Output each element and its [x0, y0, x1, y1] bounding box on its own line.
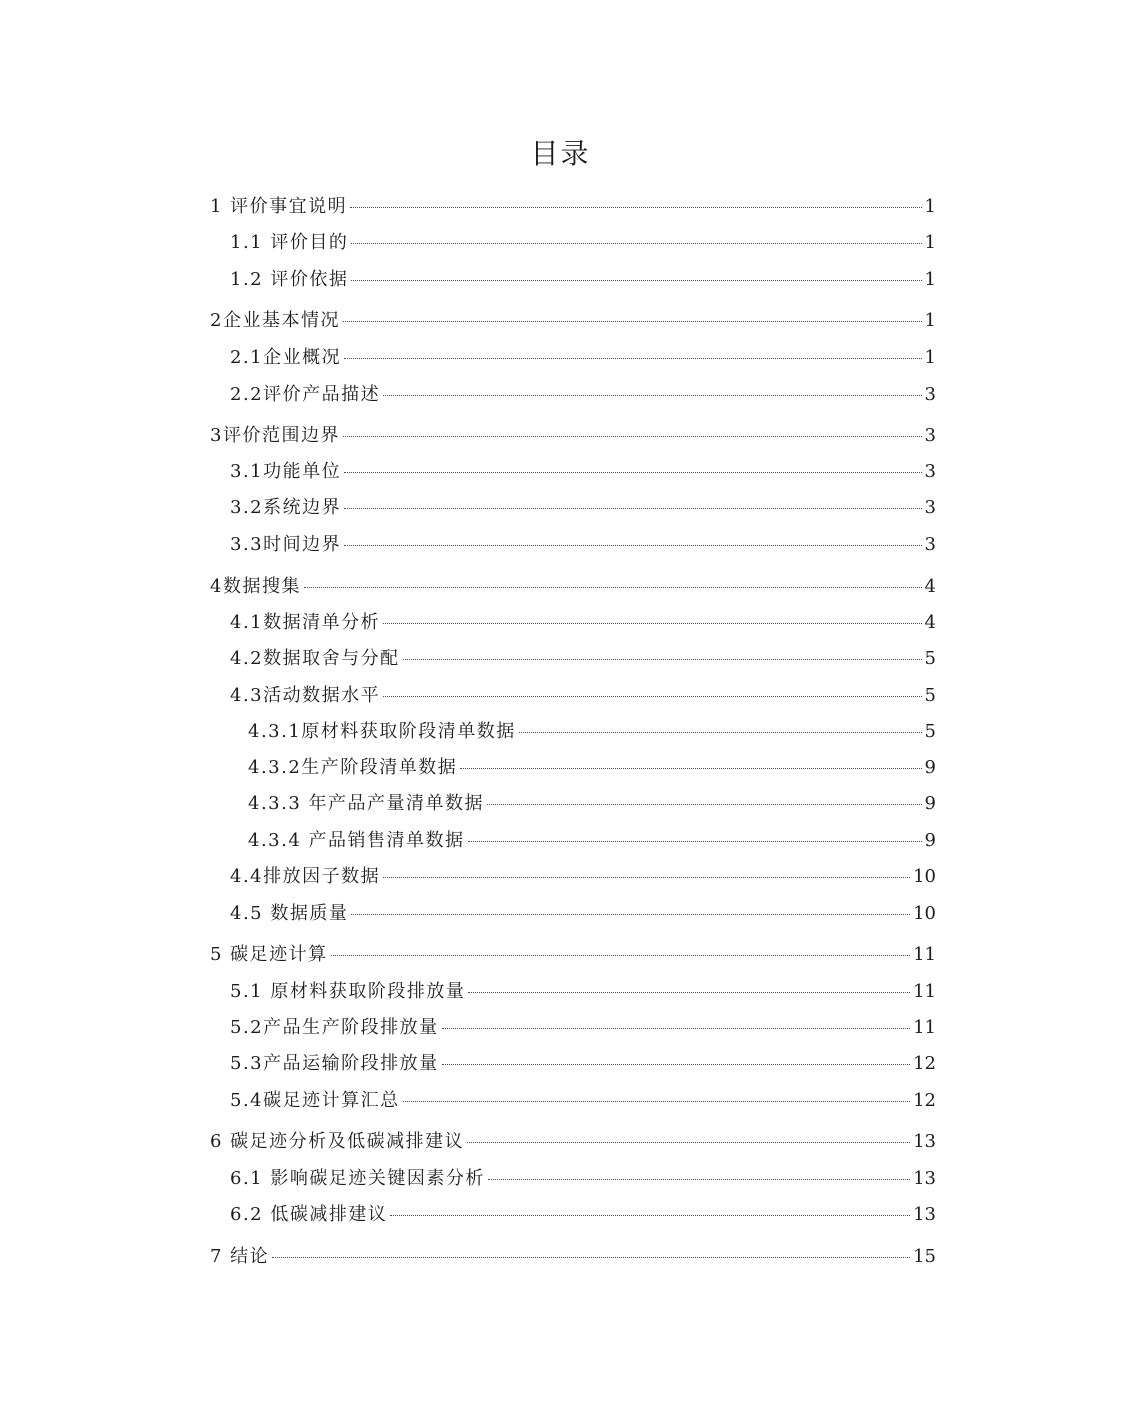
- toc-entry-page-number: 3: [924, 497, 936, 518]
- toc-dot-leader: [383, 622, 921, 624]
- toc-entry-label: 3.2系统边界: [230, 497, 342, 518]
- toc-entry-page-number: 3: [924, 534, 936, 555]
- toc-dot-leader: [344, 471, 921, 473]
- toc-entry[interactable]: [210, 306, 936, 336]
- toc-entry-label: 3.3时间边界: [230, 534, 342, 555]
- toc-entry-page-number: 12: [913, 1053, 936, 1074]
- toc-entry-label: 5 碳足迹计算: [210, 944, 328, 965]
- toc-dot-leader: [351, 913, 910, 915]
- toc-dot-leader: [331, 954, 910, 956]
- toc-entry-label: 5.4碳足迹计算汇总: [230, 1090, 400, 1111]
- toc-entry[interactable]: [210, 717, 936, 747]
- toc-entry-page-number: 13: [913, 1204, 936, 1225]
- toc-entry-page-number: 10: [913, 903, 936, 924]
- toc-entry[interactable]: [210, 1127, 936, 1157]
- toc-dot-leader: [519, 731, 922, 733]
- toc-entry[interactable]: [210, 977, 936, 1007]
- toc-entry[interactable]: [210, 789, 936, 819]
- toc-entry[interactable]: [210, 826, 936, 856]
- toc-dot-leader: [383, 876, 910, 878]
- toc-entry-label: 3.1功能单位: [230, 461, 342, 482]
- toc-entry-page-number: 11: [913, 981, 936, 1002]
- toc-dot-leader: [442, 1063, 910, 1065]
- toc-entry-page-number: 3: [924, 425, 936, 446]
- toc-entry-page-number: 4: [924, 612, 936, 633]
- toc-title: 目录: [530, 137, 591, 170]
- toc-entry-label: 4.3.3 年产品产量清单数据: [248, 793, 485, 814]
- toc-entry-label: 1 评价事宜说明: [210, 196, 348, 217]
- toc-entry-page-number: 1: [924, 310, 936, 331]
- toc-entry-page-number: 4: [924, 576, 936, 597]
- toc-dot-leader: [351, 279, 921, 281]
- toc-entry[interactable]: [210, 899, 936, 929]
- toc-entry-label: 4.1数据清单分析: [230, 612, 381, 633]
- toc-dot-leader: [442, 1027, 910, 1029]
- toc-dot-leader: [460, 767, 921, 769]
- toc-dot-leader: [343, 320, 922, 322]
- toc-entry-page-number: 3: [924, 461, 936, 482]
- toc-entry-label: 1.1 评价目的: [230, 232, 349, 253]
- toc-entry[interactable]: [210, 1049, 936, 1079]
- toc-entry-label: 6.2 低碳减排建议: [230, 1204, 388, 1225]
- toc-entry-page-number: 1: [924, 347, 936, 368]
- toc-entry[interactable]: [210, 343, 936, 373]
- toc-dot-leader: [403, 1100, 910, 1102]
- toc-entry-page-number: 1: [924, 196, 936, 217]
- toc-entry-page-number: 11: [913, 1017, 936, 1038]
- toc-entry-page-number: 5: [924, 685, 936, 706]
- toc-entry-label: 6 碳足迹分析及低碳减排建议: [210, 1131, 465, 1152]
- toc-entry-page-number: 5: [924, 721, 936, 742]
- toc-entry-page-number: 15: [913, 1246, 936, 1267]
- toc-entry[interactable]: [210, 644, 936, 674]
- toc-entry-page-number: 9: [924, 830, 936, 851]
- toc-entry[interactable]: [210, 572, 936, 602]
- toc-entry[interactable]: [210, 1242, 936, 1272]
- toc-entry[interactable]: [210, 681, 936, 711]
- toc-entry-label: 4.3.4 产品销售清单数据: [248, 830, 465, 851]
- toc-entry-page-number: 12: [913, 1090, 936, 1111]
- toc-entry[interactable]: [210, 530, 936, 560]
- toc-entry-label: 5.3产品运输阶段排放量: [230, 1053, 439, 1074]
- toc-entry[interactable]: [210, 940, 936, 970]
- toc-entry[interactable]: [210, 1200, 936, 1230]
- toc-dot-leader: [487, 803, 922, 805]
- toc-entry-label: 4.5 数据质量: [230, 903, 349, 924]
- toc-entry-label: 2.2评价产品描述: [230, 384, 381, 405]
- toc-dot-leader: [344, 507, 921, 509]
- toc-entry[interactable]: [210, 1086, 936, 1116]
- toc-dot-leader: [343, 435, 922, 437]
- toc-dot-leader: [383, 695, 921, 697]
- toc-entry[interactable]: [210, 493, 936, 523]
- toc-entry[interactable]: [210, 457, 936, 487]
- toc-dot-leader: [351, 242, 921, 244]
- toc-entry[interactable]: [210, 753, 936, 783]
- toc-entry-label: 4.3.2生产阶段清单数据: [248, 757, 458, 778]
- toc-dot-leader: [468, 991, 910, 993]
- toc-dot-leader: [383, 394, 921, 396]
- toc-entry-page-number: 13: [913, 1131, 936, 1152]
- toc-dot-leader: [304, 586, 922, 588]
- toc-entry-page-number: 11: [913, 944, 936, 965]
- toc-entry-page-number: 5: [924, 648, 936, 669]
- toc-dot-leader: [390, 1214, 910, 1216]
- toc-entry-page-number: 1: [924, 232, 936, 253]
- toc-entry[interactable]: [210, 265, 936, 295]
- toc-entry-page-number: 13: [913, 1168, 936, 1189]
- toc-dot-leader: [488, 1178, 910, 1180]
- toc-entry[interactable]: [210, 228, 936, 258]
- toc-entry[interactable]: [210, 192, 936, 222]
- toc-entry-page-number: 1: [924, 269, 936, 290]
- toc-entry-label: 4.3活动数据水平: [230, 685, 381, 706]
- toc-dot-leader: [467, 1141, 910, 1143]
- toc-entry-label: 7 结论: [210, 1246, 270, 1267]
- toc-entry-page-number: 9: [924, 757, 936, 778]
- toc-dot-leader: [272, 1256, 910, 1258]
- toc-entry-label: 4.3.1原材料获取阶段清单数据: [248, 721, 516, 742]
- toc-dot-leader: [403, 658, 922, 660]
- toc-entry[interactable]: [210, 1013, 936, 1043]
- toc-dot-leader: [344, 357, 921, 359]
- toc-entry[interactable]: [210, 1164, 936, 1194]
- toc-entry[interactable]: [210, 380, 936, 410]
- toc-entry-label: 4.4排放因子数据: [230, 866, 381, 887]
- toc-entry-label: 2.1企业概况: [230, 347, 342, 368]
- toc-entry-label: 5.2产品生产阶段排放量: [230, 1017, 439, 1038]
- toc-entry-label: 6.1 影响碳足迹关键因素分析: [230, 1168, 485, 1189]
- toc-dot-leader: [468, 840, 922, 842]
- toc-entry-label: 3评价范围边界: [210, 425, 340, 446]
- toc-entry[interactable]: [210, 421, 936, 451]
- toc-entry-label: 4数据搜集: [210, 576, 301, 597]
- toc-entry-label: 1.2 评价依据: [230, 269, 349, 290]
- toc-dot-leader: [350, 206, 921, 208]
- toc-entry-label: 5.1 原材料获取阶段排放量: [230, 981, 466, 1002]
- toc-entry[interactable]: [210, 608, 936, 638]
- toc-entry-page-number: 10: [913, 866, 936, 887]
- toc-entry[interactable]: [210, 862, 936, 892]
- toc-entry-label: 2企业基本情况: [210, 310, 340, 331]
- toc-entry-page-number: 9: [924, 793, 936, 814]
- toc-entry-label: 4.2数据取舍与分配: [230, 648, 400, 669]
- toc-dot-leader: [344, 544, 921, 546]
- toc-entry-page-number: 3: [924, 384, 936, 405]
